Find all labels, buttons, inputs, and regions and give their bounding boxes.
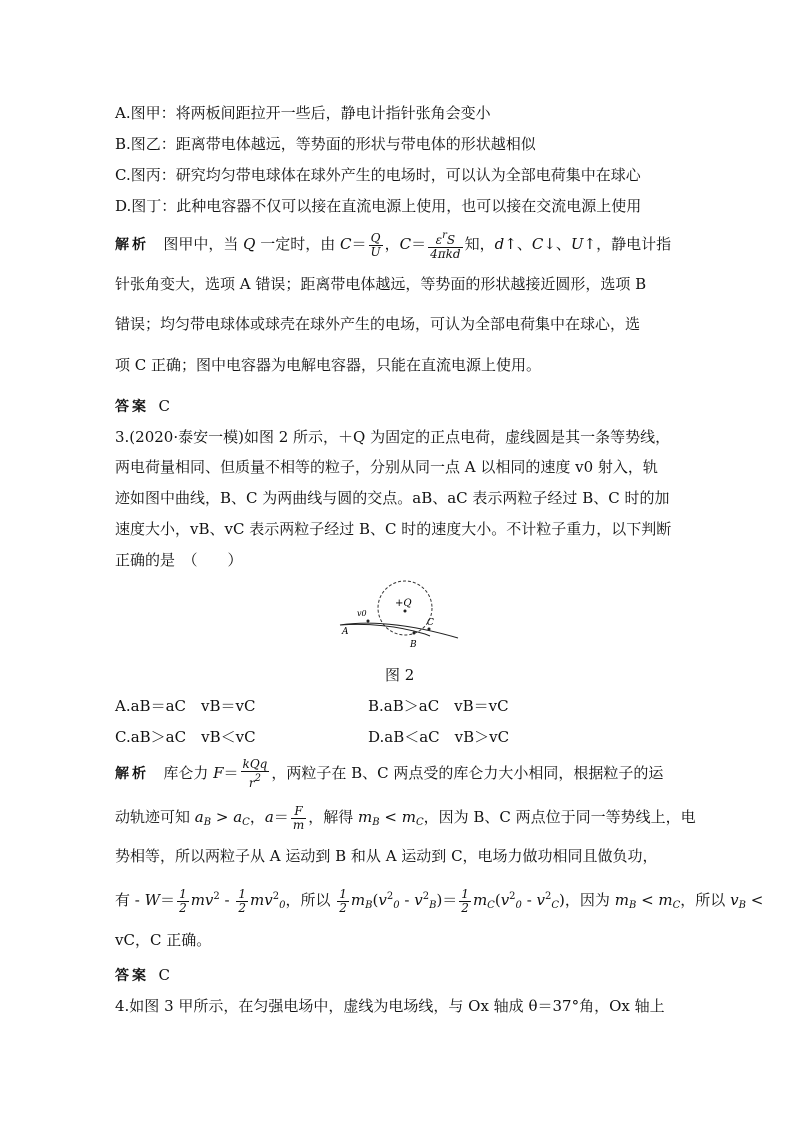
q3-option-d: D.aB＜aC vB＞vC bbox=[368, 728, 510, 746]
q3-stem-line-3: 迹如图中曲线，B、C 为两曲线与圆的交点。aB、aC 表示两粒子经过 B、C 时的加 bbox=[115, 489, 670, 507]
q3-option-b: B.aB＞aC vB＝vC bbox=[368, 697, 509, 715]
q2-solution-line-1: 解析 图甲中，当 Q 一定时，由 C＝ $\frac{Q}{U}$ ，C＝ $\frac{\varepsilon^rS}{\text{4πkd}}$ 知，d↑、C↓、U↑，静电计指 bbox=[115, 230, 672, 261]
q3-stem-line-1: 3.(2020·泰安一模)如图 2 所示，＋Q 为固定的正点电荷，虚线圆是其一条等势线， bbox=[115, 428, 671, 446]
q3-answer: 答案 C bbox=[115, 966, 171, 984]
label-c: C bbox=[427, 618, 434, 628]
q2-solution-line-3: 错误；均匀带电球体或球壳在球外产生的电场，可认为全部电荷集中在球心，选 bbox=[115, 315, 641, 333]
q2-solution-line-2: 针张角变大，选项 A 错误；距离带电体越远，等势面的形状越接近圆形，选项 B bbox=[115, 275, 647, 293]
trajectory-2 bbox=[340, 624, 430, 636]
q3-stem-line-2: 两电荷量相同、但质量不相等的粒子，分别从同一点 A 以相同的速度 v0 射入，轨 bbox=[115, 458, 658, 476]
q2-option-c: C.图丙：研究均匀带电球体在球外产生的电场时，可以认为全部电荷集中在球心 bbox=[115, 166, 641, 184]
q3-solution-line-1: 解析 库仑力 F＝ $\frac{\text{kQq}}{r^2}$ ，两粒子在 B、C 两点受的库仑力大小相同，根据粒子的运 bbox=[115, 757, 664, 790]
figure-caption: 图 2 bbox=[385, 666, 415, 684]
point-b bbox=[413, 632, 416, 635]
q2-solution-line-4: 项 C 正确；图中电容器为电解电容器，只能在直流电源上使用。 bbox=[115, 356, 542, 374]
label-v0: v0 bbox=[357, 609, 367, 618]
label-b: B bbox=[410, 640, 417, 650]
q3-solution-line-5: vC，C 正确。 bbox=[115, 931, 212, 949]
q3-option-c: C.aB＞aC vB＜vC bbox=[115, 728, 256, 746]
q3-solution-line-3: 势相等，所以两粒子从 A 运动到 B 和从 A 运动到 C，电场力做功相同且做负功， bbox=[115, 847, 658, 865]
q3-option-a: A.aB＝aC vB＝vC bbox=[115, 697, 256, 715]
charge-point bbox=[404, 610, 407, 613]
point-a bbox=[367, 620, 370, 623]
q3-solution-line-2: 动轨迹可知 $a_B > a_C$，a＝ $\frac{F}{m}$ ，解得 $m_B < m_C$，因为 B、C 两点位于同一等势线上，电 bbox=[115, 803, 696, 832]
label-a: A bbox=[342, 627, 349, 637]
charge-label: +Q bbox=[395, 598, 412, 609]
q3-solution-line-4: 有 - W＝ $\frac{1}{2}$ $mv^2$ - $\frac{1}{2}$ $mv^2_0$，所以 $\frac{1}{2}$ $m_B(v^2_0 - v^2_B)=$ $\frac{1}{2}$ $m_C(v^2_0 - v^2_C)$，因为 $m_B < m_C$，所以 $v_B$ < bbox=[115, 886, 764, 915]
figure-2-diagram bbox=[330, 578, 470, 658]
q4-stem-line-1: 4.如图 3 甲所示，在匀强电场中，虚线为电场线，与 Ox 轴成 θ＝37°角，Ox 轴上 bbox=[115, 997, 665, 1015]
q2-option-b: B.图乙：距离带电体越远，等势面的形状与带电体的形状越相似 bbox=[115, 135, 536, 153]
q2-answer: 答案 C bbox=[115, 397, 171, 415]
q2-option-a: A.图甲：将两板间距拉开一些后，静电计指针张角会变小 bbox=[115, 104, 491, 122]
q2-option-d: D.图丁：此种电容器不仅可以接在直流电源上使用，也可以接在交流电源上使用 bbox=[115, 197, 642, 215]
q3-stem-line-4: 速度大小，vB、vC 表示两粒子经过 B、C 时的速度大小。不计粒子重力，以下判断 bbox=[115, 520, 672, 538]
trajectory-1 bbox=[340, 623, 458, 638]
q3-stem-line-5: 正确的是 （ ） bbox=[115, 551, 243, 569]
solution-label: 解析 bbox=[115, 237, 149, 253]
